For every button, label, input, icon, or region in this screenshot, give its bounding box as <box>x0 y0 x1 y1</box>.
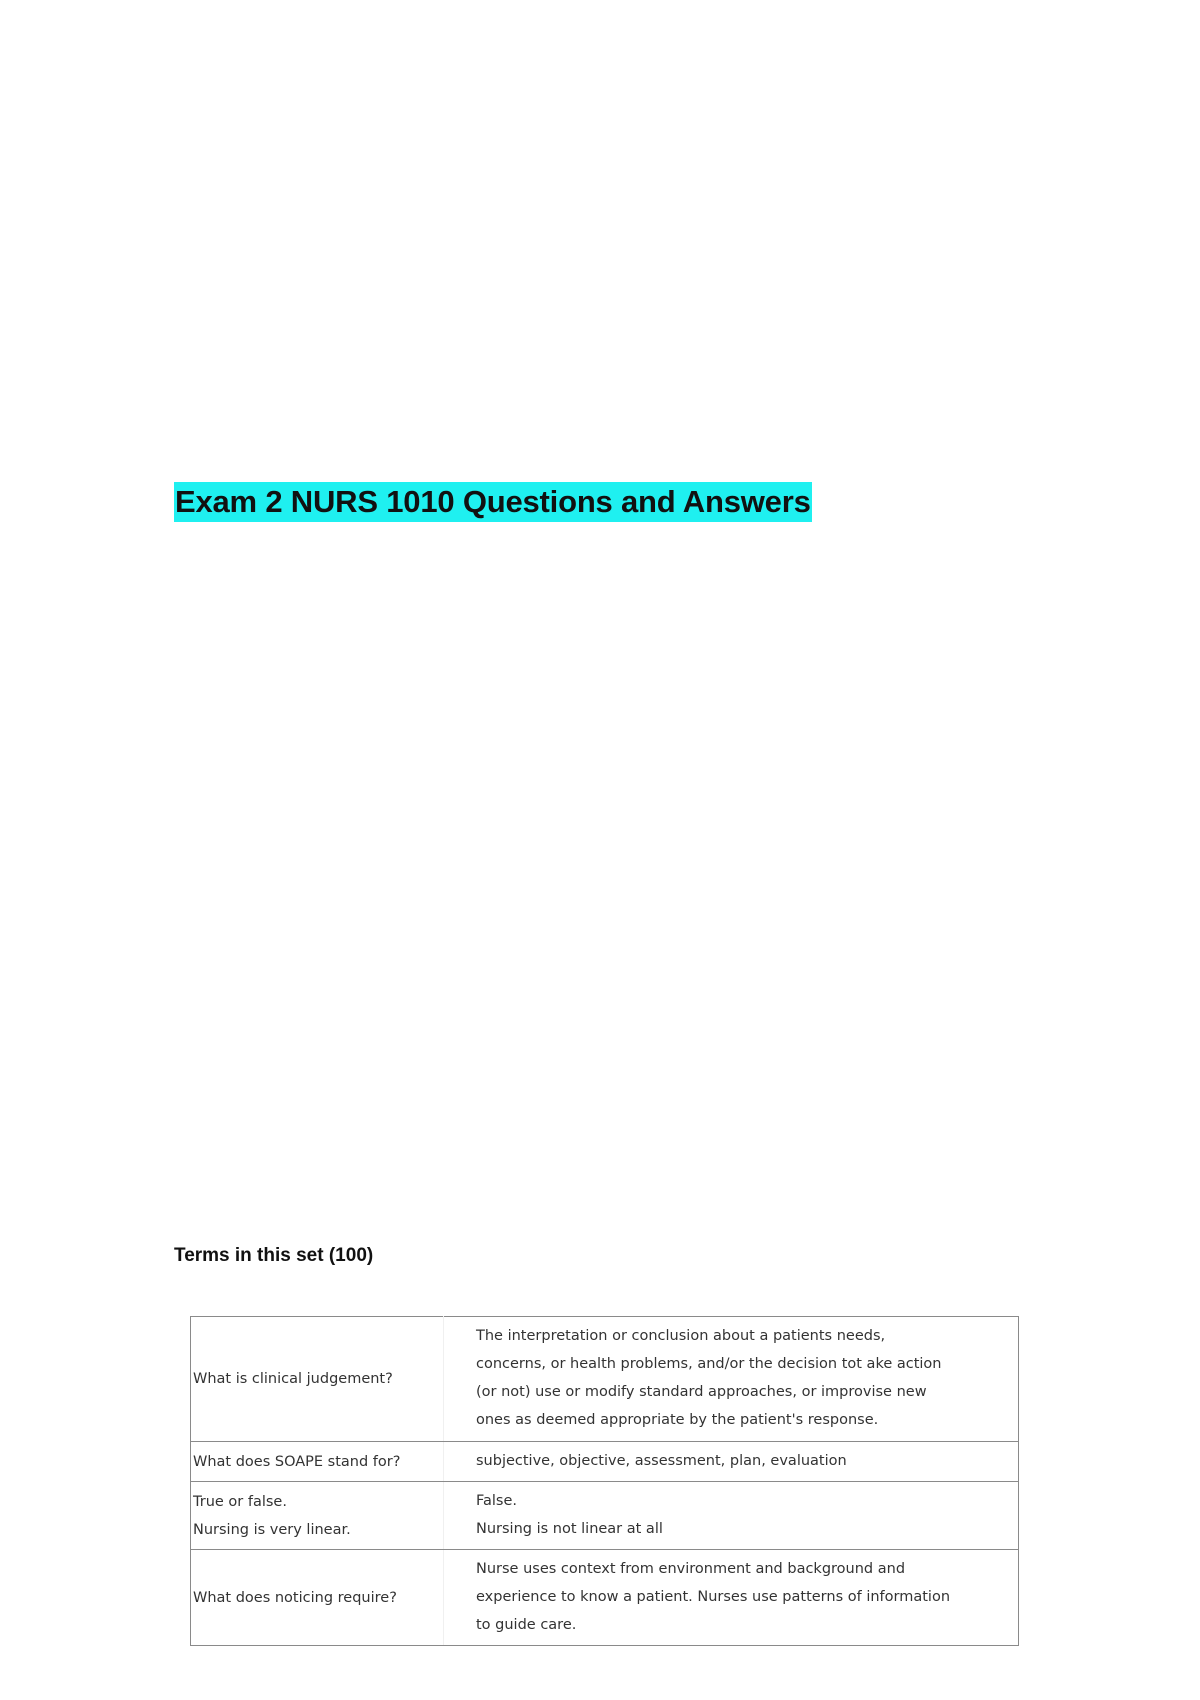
terms-table <box>190 1316 1019 1646</box>
definition-cell <box>444 1317 1019 1442</box>
term-cell <box>191 1482 444 1550</box>
table-row <box>191 1442 1019 1482</box>
term-cell <box>191 1317 444 1442</box>
definition-text: Nurse uses context from environment and background and experience to know a patient. Nurses use patterns of information to guide care. <box>476 1560 951 1633</box>
term-text: What does noticing require? <box>193 1589 397 1606</box>
definition-text: subjective, objective, assessment, plan, evaluation <box>476 1452 847 1469</box>
terms-count-heading: Terms in this set (100) <box>174 1245 374 1266</box>
definition-text: False. Nursing is not linear at all <box>476 1492 663 1537</box>
table-row <box>191 1550 1019 1646</box>
term-cell <box>191 1442 444 1482</box>
definition-cell <box>444 1550 1019 1646</box>
definition-text: The interpretation or conclusion about a patients needs, concerns, or health problems, and/or the decision tot ake action (or not) use or modify standard approaches, or improvise new ones as deemed appropriate by the patient's response. <box>476 1328 942 1428</box>
table-row <box>191 1317 1019 1442</box>
document-title: Exam 2 NURS 1010 Questions and Answers <box>174 482 812 522</box>
table-row <box>191 1482 1019 1550</box>
definition-cell <box>444 1442 1019 1482</box>
definition-cell <box>444 1482 1019 1550</box>
term-text: True or false. Nursing is very linear. <box>193 1493 351 1538</box>
term-text: What does SOAPE stand for? <box>193 1453 401 1470</box>
term-cell <box>191 1550 444 1646</box>
term-text: What is clinical judgement? <box>193 1371 393 1387</box>
